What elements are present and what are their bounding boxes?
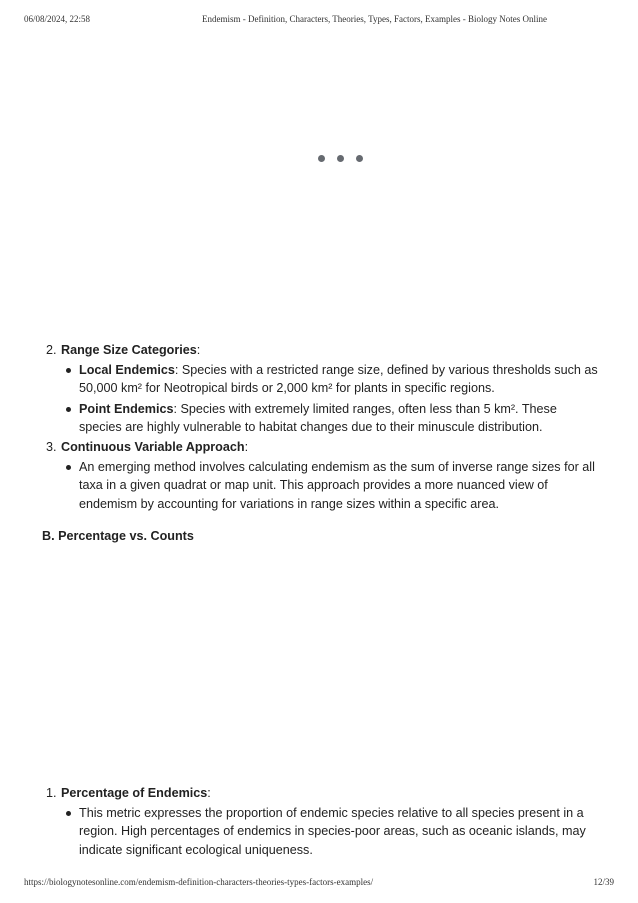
dot-icon	[337, 155, 344, 162]
item-heading: Continuous Variable Approach	[61, 440, 245, 455]
bullet-list	[42, 458, 602, 513]
bullet-point-endemics	[42, 400, 602, 436]
bullet-term: Point Endemics	[79, 401, 174, 416]
dot-icon	[356, 155, 363, 162]
print-footer	[0, 877, 638, 891]
dot-icon	[318, 155, 325, 162]
bullet-text: : Species with extremely limited ranges, often less than 5 km². These species are highly vulnerable to habitat changes due to their minuscule distribution.	[79, 401, 557, 434]
bullet-local-endemics	[42, 361, 602, 397]
page-url: https://biologynotesonline.com/endemism-definition-characters-theories-types-factors-examples/	[24, 877, 374, 887]
list-item-range-size: 2. Range Size Categories:	[42, 341, 602, 359]
item-number: 1.	[46, 786, 57, 800]
range-categories-section	[42, 341, 602, 515]
bullet-list	[42, 804, 602, 859]
section-heading: B. Percentage vs. Counts	[42, 529, 194, 543]
bullet-emerging-method	[42, 458, 602, 513]
page-number: 12/39	[593, 877, 614, 887]
list-item-continuous-variable: 3. Continuous Variable Approach:	[42, 438, 602, 456]
bullet-text: : Species with a restricted range size, defined by various thresholds such as 50,000 km² for Neotropical birds or 2,000 km² for plants in specific regions.	[79, 363, 598, 396]
bullet-list	[42, 361, 602, 436]
loading-dots-icon	[318, 155, 363, 165]
bullet-text: This metric expresses the proportion of endemic species relative to all species present in a region. High percentages of endemics in species-poor areas, such as oceanic islands, may indicate significant ecological uniqueness.	[79, 806, 586, 857]
item-number: 2.	[46, 343, 57, 357]
bullet-percentage-metric	[42, 804, 602, 859]
item-heading: Range Size Categories	[61, 343, 197, 357]
print-header	[0, 14, 638, 28]
bullet-term: Local Endemics	[79, 363, 175, 378]
list-item-percentage: 1. Percentage of Endemics:	[42, 784, 602, 802]
print-page-title: Endemism - Definition, Characters, Theories, Types, Factors, Examples - Biology Notes Online	[202, 14, 547, 24]
bullet-text: An emerging method involves calculating endemism as the sum of inverse range sizes for all taxa in a given quadrat or map unit. This approach provides a more nuanced view of endemism by accounting for variations in range sizes within a specific area.	[79, 460, 595, 511]
print-date: 06/08/2024, 22:58	[24, 14, 91, 24]
item-number: 3.	[46, 440, 57, 455]
blank-embed-area	[42, 555, 602, 775]
percentage-section	[42, 784, 602, 861]
item-heading: Percentage of Endemics	[61, 786, 208, 800]
